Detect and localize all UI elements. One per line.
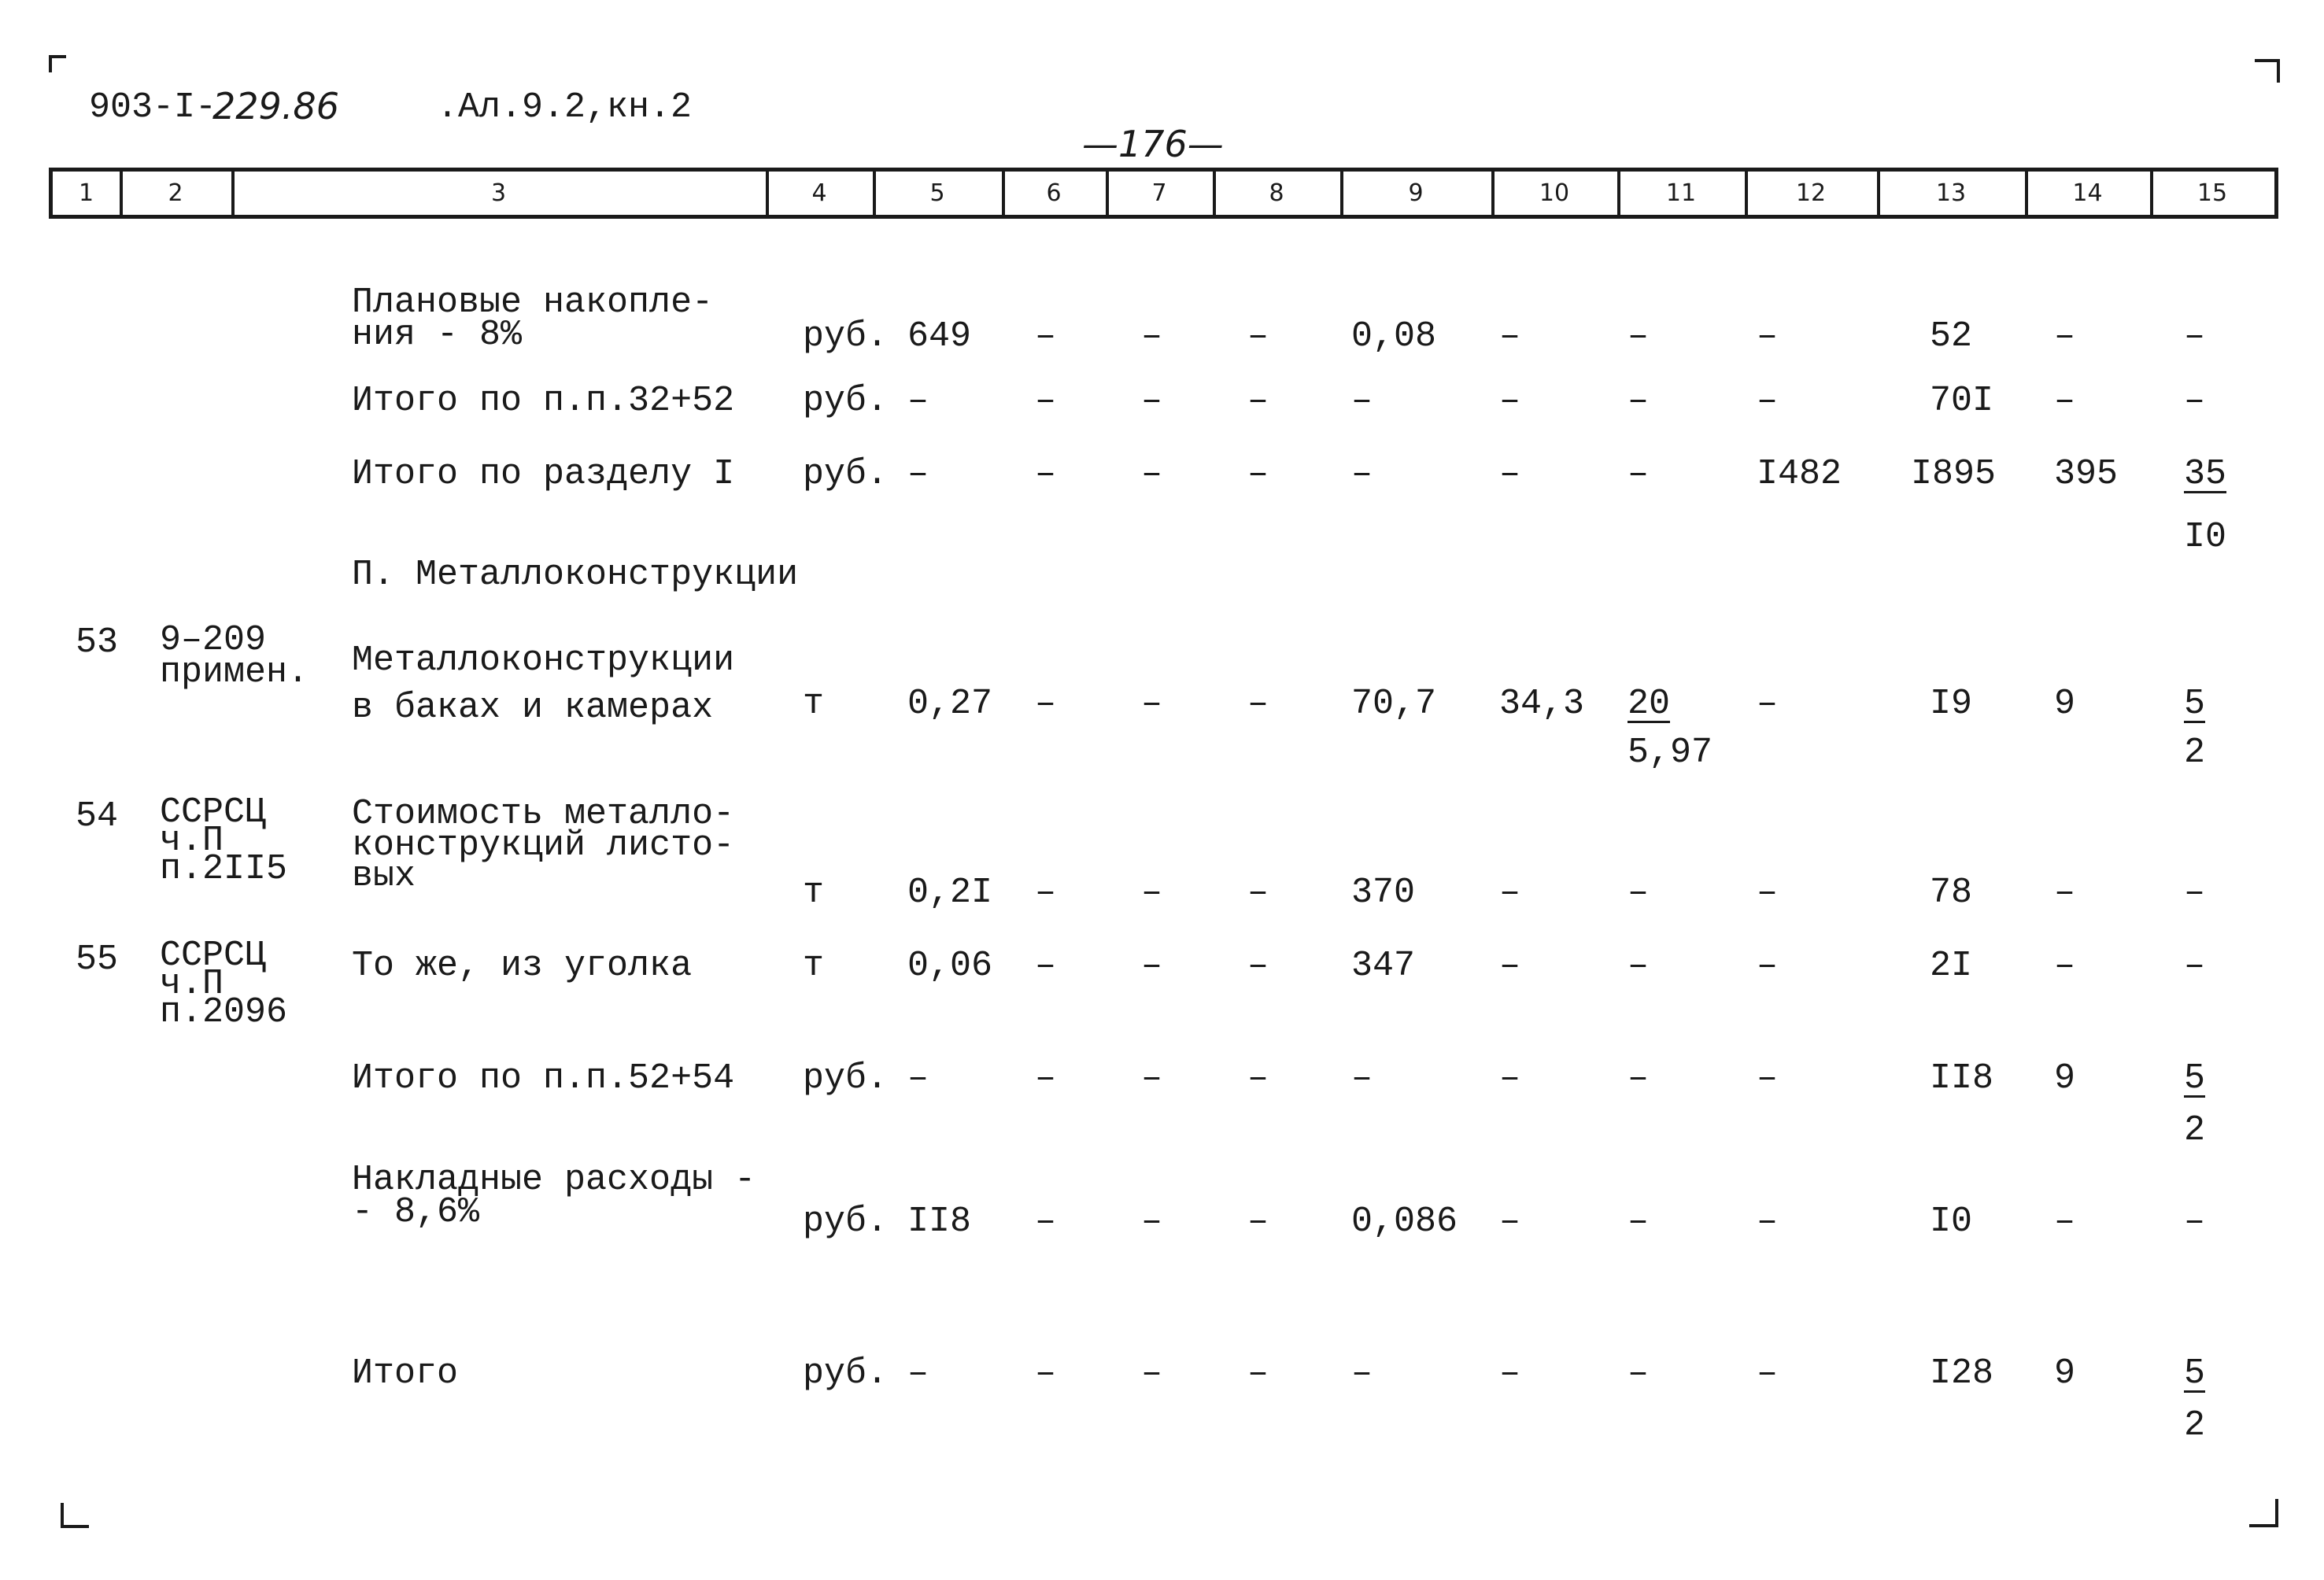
cell-col9: 70,7: [1351, 684, 1437, 724]
cell-unit: т: [803, 684, 825, 724]
cell-col14: –: [2054, 316, 2076, 356]
cell-col7: –: [1141, 1202, 1163, 1242]
cell-col8: –: [1247, 946, 1269, 986]
cell-col11: –: [1628, 873, 1650, 913]
cell-col12: –: [1757, 316, 1779, 356]
row-total-32-52-name: Итого по п.п.32+52: [352, 381, 735, 421]
cell-col11: –: [1628, 1353, 1650, 1394]
cell-col15-numerator: 5: [2184, 1353, 2206, 1394]
cell-col6: –: [1035, 1353, 1057, 1394]
cell-col14: –: [2054, 946, 2076, 986]
cell-col6: –: [1035, 946, 1057, 986]
cell-unit: т: [803, 946, 825, 986]
cell-col14: –: [2054, 381, 2076, 421]
col-header-15: 15: [2197, 179, 2228, 207]
row-overhead-name: Накладные расходы - - 8,6%: [352, 1160, 756, 1232]
row-55-name: То же, из уголка: [352, 946, 693, 986]
cell-col7: –: [1141, 454, 1163, 494]
cell-col7: –: [1141, 873, 1163, 913]
cell-col10: –: [1499, 946, 1521, 986]
cell-col8: –: [1247, 1058, 1269, 1098]
corner-mark-br: [2275, 1499, 2278, 1527]
corner-mark-bl-h: [61, 1525, 89, 1528]
row-total-52-54-name: Итого по п.п.52+54: [352, 1058, 735, 1098]
cell-col11: –: [1628, 316, 1650, 356]
cell-col6: –: [1035, 684, 1057, 724]
cell-col5: –: [907, 381, 929, 421]
cell-unit: руб.: [803, 381, 889, 421]
doc-code-prefix: 903-I-: [89, 87, 217, 127]
cell-col15-denominator: 2: [2184, 1110, 2206, 1150]
row-55-code: ССРСЦ ч.П п.2096: [160, 936, 288, 1032]
cell-col12: –: [1757, 873, 1779, 913]
corner-mark-tl-h: [49, 55, 66, 58]
cell-col5: –: [907, 454, 929, 494]
col-header-1: 1: [78, 179, 94, 207]
cell-col15-denominator: 2: [2184, 1405, 2206, 1445]
cell-col7: –: [1141, 381, 1163, 421]
corner-mark-bl: [61, 1503, 64, 1526]
cell-col15: –: [2184, 381, 2206, 421]
cell-col12: –: [1757, 1202, 1779, 1242]
cell-col14: –: [2054, 1202, 2076, 1242]
cell-col15-denominator: I0: [2184, 517, 2227, 557]
cell-col15-numerator: 5: [2184, 1058, 2206, 1098]
cell-col13: I895: [1911, 454, 1997, 494]
col-header-3: 3: [490, 179, 507, 207]
col-header-10: 10: [1539, 179, 1570, 207]
cell-col14: 9: [2054, 1353, 2076, 1394]
cell-col5: –: [907, 1058, 929, 1098]
cell-col8: –: [1247, 684, 1269, 724]
cell-col15-numerator: 5: [2184, 684, 2206, 724]
cell-col10: 34,3: [1499, 684, 1585, 724]
cell-col13: I9: [1930, 684, 1973, 724]
cell-col9: 347: [1351, 946, 1416, 986]
cell-col13: 70I: [1930, 381, 1994, 421]
cell-col9: 0,08: [1351, 316, 1437, 356]
col-header-4: 4: [811, 179, 827, 207]
page-number: —176—: [1082, 123, 1224, 165]
col-header-9: 9: [1408, 179, 1424, 207]
cell-col12: –: [1757, 381, 1779, 421]
cell-col13: 52: [1930, 316, 1973, 356]
cell-col9: 0,086: [1351, 1202, 1458, 1242]
cell-col7: –: [1141, 316, 1163, 356]
cell-col14: 9: [2054, 684, 2076, 724]
cell-col13: 78: [1930, 873, 1973, 913]
cell-col8: –: [1247, 873, 1269, 913]
cell-col8: –: [1247, 381, 1269, 421]
cell-col10: –: [1499, 1058, 1521, 1098]
row-planned-accumulation-name: Плановые накопле- ния - 8%: [352, 282, 714, 355]
section-heading: П. Металлоконструкции: [352, 555, 799, 595]
cell-unit: руб.: [803, 1202, 889, 1242]
col-header-13: 13: [1935, 179, 1967, 207]
col-header-2: 2: [168, 179, 183, 207]
cell-col11: –: [1628, 1202, 1650, 1242]
cell-col15: –: [2184, 316, 2206, 356]
row-54-code: ССРСЦ ч.П п.2II5: [160, 792, 288, 889]
cell-col6: –: [1035, 1058, 1057, 1098]
cell-col9: –: [1351, 454, 1373, 494]
row-total-section-1-name: Итого по разделу I: [352, 454, 735, 494]
cell-col5: 649: [907, 316, 972, 356]
cell-col15-numerator: 35: [2184, 454, 2227, 494]
cell-col5: 0,06: [907, 946, 993, 986]
row-53-name: Металлоконструкции в баках и камерах: [352, 640, 735, 728]
row-54-name: Стоимость металло- конструкций листо- вых: [352, 794, 735, 897]
cell-col14: 395: [2054, 454, 2119, 494]
cell-col10: –: [1499, 316, 1521, 356]
cell-unit: руб.: [803, 316, 889, 356]
cell-col9: –: [1351, 1353, 1373, 1394]
cell-col7: –: [1141, 684, 1163, 724]
cell-col15: –: [2184, 946, 2206, 986]
cell-col11: –: [1628, 381, 1650, 421]
cell-col10: –: [1499, 1202, 1521, 1242]
cell-col10: –: [1499, 1353, 1521, 1394]
cell-col13: 2I: [1930, 946, 1973, 986]
cell-col8: –: [1247, 1202, 1269, 1242]
cell-col14: 9: [2054, 1058, 2076, 1098]
cell-col13: II8: [1930, 1058, 1994, 1098]
col-header-7: 7: [1151, 179, 1167, 207]
col-header-5: 5: [929, 179, 945, 207]
cell-col6: –: [1035, 873, 1057, 913]
cell-col6: –: [1035, 454, 1057, 494]
cell-col7: –: [1141, 1058, 1163, 1098]
corner-mark-br-h: [2249, 1524, 2278, 1527]
cell-col5: –: [907, 1353, 929, 1394]
cell-col15-denominator: 2: [2184, 733, 2206, 773]
cell-col12: –: [1757, 1058, 1779, 1098]
cell-col13: I28: [1930, 1353, 1994, 1394]
cell-col8: –: [1247, 316, 1269, 356]
cell-col5: 0,27: [907, 684, 993, 724]
cell-col12: –: [1757, 946, 1779, 986]
cell-col12: –: [1757, 1353, 1779, 1394]
col-header-11: 11: [1665, 179, 1697, 207]
cell-unit: руб.: [803, 1353, 889, 1394]
cell-col13: I0: [1930, 1202, 1973, 1242]
cell-col10: –: [1499, 873, 1521, 913]
corner-mark-tr: [2277, 59, 2280, 83]
cell-col9: –: [1351, 381, 1373, 421]
col-header-12: 12: [1795, 179, 1827, 207]
col-header-14: 14: [2072, 179, 2103, 207]
cell-col6: –: [1035, 1202, 1057, 1242]
cell-col6: –: [1035, 316, 1057, 356]
column-header-row: [49, 168, 2278, 219]
cell-col9: 370: [1351, 873, 1416, 913]
row-54-number: 54: [76, 796, 119, 836]
cell-col15: –: [2184, 873, 2206, 913]
cell-col12: –: [1757, 684, 1779, 724]
cell-col7: –: [1141, 946, 1163, 986]
cell-unit: руб.: [803, 1058, 889, 1098]
cell-col8: –: [1247, 1353, 1269, 1394]
cell-col10: –: [1499, 454, 1521, 494]
cell-col11: –: [1628, 454, 1650, 494]
corner-mark-tr-h: [2255, 59, 2278, 62]
col-header-8: 8: [1269, 179, 1284, 207]
cell-col11-denominator: 5,97: [1628, 733, 1713, 773]
cell-col10: –: [1499, 381, 1521, 421]
row-53-number: 53: [76, 622, 119, 663]
cell-col14: –: [2054, 873, 2076, 913]
cell-col7: –: [1141, 1353, 1163, 1394]
col-header-6: 6: [1046, 179, 1062, 207]
cell-unit: руб.: [803, 454, 889, 494]
row-55-number: 55: [76, 940, 119, 980]
cell-col11: –: [1628, 1058, 1650, 1098]
cell-col6: –: [1035, 381, 1057, 421]
cell-col11: –: [1628, 946, 1650, 986]
cell-col5: 0,2I: [907, 873, 993, 913]
cell-col5: II8: [907, 1202, 972, 1242]
row-53-code: 9–209 примен.: [160, 620, 309, 692]
cell-unit: т: [803, 873, 825, 913]
cell-col9: –: [1351, 1058, 1373, 1098]
row-grand-total-name: Итого: [352, 1353, 459, 1394]
cell-col11-numerator: 20: [1628, 684, 1671, 724]
cell-col12: I482: [1757, 454, 1842, 494]
cell-col15: –: [2184, 1202, 2206, 1242]
doc-code-handwritten: 229.86: [212, 85, 339, 127]
cell-col8: –: [1247, 454, 1269, 494]
album-reference: .Ал.9.2,кн.2: [437, 87, 693, 127]
